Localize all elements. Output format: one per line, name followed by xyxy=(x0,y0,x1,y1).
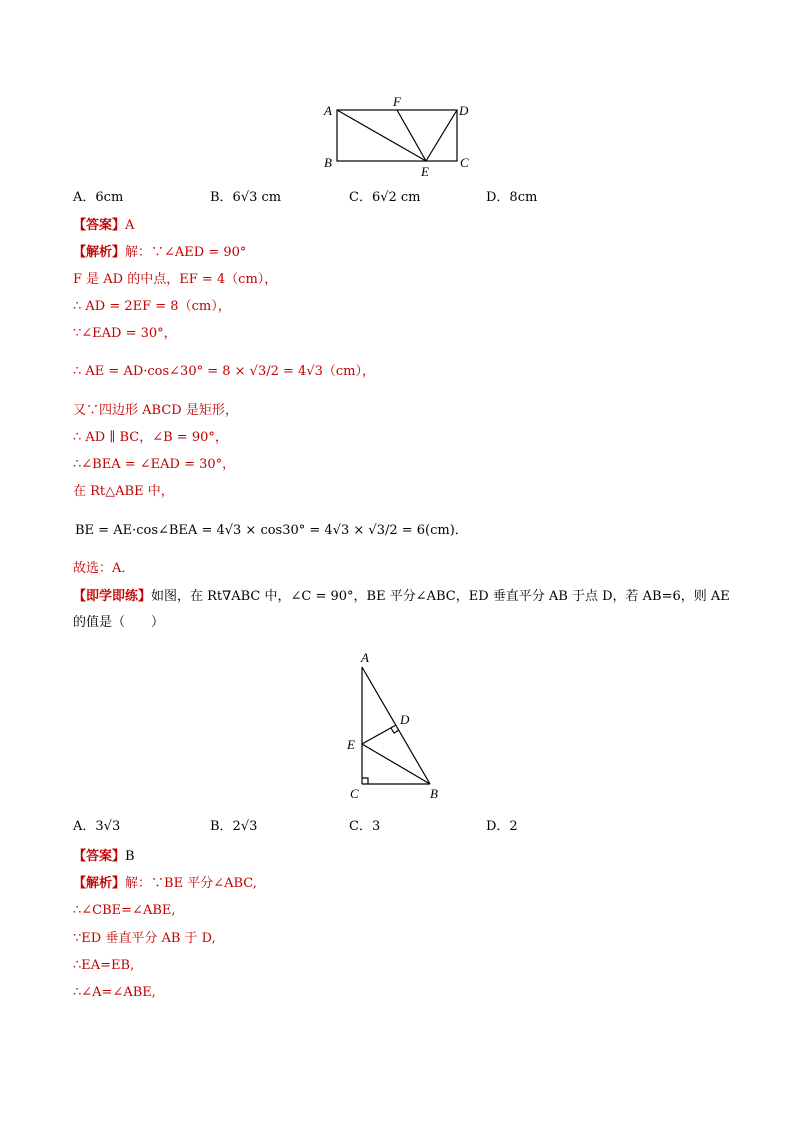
analysis-1-line-3: ∵∠EAD = 30°， xyxy=(73,326,177,341)
analysis-1-line-7: ∴∠BEA = ∠EAD = 30°， xyxy=(73,457,236,472)
answer-1 xyxy=(73,218,134,234)
fig1-label-d: D xyxy=(459,103,469,118)
fig1-label-f: F xyxy=(393,94,401,109)
answer-value: A xyxy=(125,218,135,233)
q2-option-a: A．3√3 xyxy=(73,819,121,834)
answer-value: B xyxy=(125,849,135,864)
practice-question-cont: 的值是（ ） xyxy=(73,615,165,630)
fig2-label-e: E xyxy=(347,737,355,752)
analysis-2-line-4: ∴∠A=∠ABE, xyxy=(73,985,156,1000)
fig1-label-e: E xyxy=(421,164,429,179)
analysis-1-line-10: 故选：A． xyxy=(73,561,135,576)
q1-option-c: C．6√2 cm xyxy=(349,190,421,205)
analysis-1-line-6: ∴ AD ∥ BC，∠B = 90°， xyxy=(73,430,228,445)
fig1-label-b: B xyxy=(324,155,332,170)
analysis-text: 解：∵∠AED = 90° xyxy=(125,245,247,260)
q1-option-d: D．8cm xyxy=(486,190,538,205)
analysis-1-line-0 xyxy=(73,245,246,261)
answer-tag: 【答案】 xyxy=(73,218,126,233)
analysis-2-line-0 xyxy=(73,876,257,892)
q1-option-b: B．6√3 cm xyxy=(210,190,282,205)
fig2-label-c: C xyxy=(350,786,359,801)
answer-2 xyxy=(73,849,135,865)
fig2-label-d: D xyxy=(400,712,410,727)
q2-option-d: D．2 xyxy=(486,819,518,834)
practice-tag: 【即学即练】 xyxy=(73,589,152,604)
analysis-2-line-2: ∵ED 垂直平分 AB 于 D, xyxy=(73,931,216,946)
fig1-label-c: C xyxy=(460,155,469,170)
analysis-1-line-1: F 是 AD 的中点，EF = 4（cm）， xyxy=(73,272,278,287)
analysis-1-line-4: ∴ AE = AD·cos∠30° = 8 × √3/2 = 4√3（cm）， xyxy=(73,364,375,379)
practice-question xyxy=(73,589,730,605)
analysis-tag: 【解析】 xyxy=(73,876,126,891)
answer-tag: 【答案】 xyxy=(73,849,126,864)
analysis-2-line-1: ∴∠CBE=∠ABE, xyxy=(73,903,176,918)
q2-option-b: B．2√3 xyxy=(210,819,258,834)
practice-text: 如图，在 Rt∇ABC 中，∠C = 90°，BE 平分∠ABC，ED 垂直平分 AB 于点 D，若 AB=6，则 AE xyxy=(151,589,730,604)
fig2-label-a: A xyxy=(361,650,369,665)
q1-option-a: A．6cm xyxy=(73,190,124,205)
analysis-2-line-3: ∴EA=EB, xyxy=(73,958,135,973)
analysis-text: 解：∵BE 平分∠ABC, xyxy=(125,876,257,891)
analysis-1-line-9: BE = AE·cos∠BEA = 4√3 × cos30° = 4√3 × √3/2 = 6(cm)． xyxy=(75,523,468,538)
analysis-1-line-5: 又∵四边形 ABCD 是矩形， xyxy=(73,403,238,418)
analysis-1-line-2: ∴ AD = 2EF = 8（cm）， xyxy=(73,299,231,314)
q2-option-c: C．3 xyxy=(349,819,381,834)
fig2-label-b: B xyxy=(430,786,438,801)
fig1-label-a: A xyxy=(324,103,332,118)
analysis-tag: 【解析】 xyxy=(73,245,126,260)
analysis-1-line-8: 在 Rt△ABE 中， xyxy=(73,484,174,499)
